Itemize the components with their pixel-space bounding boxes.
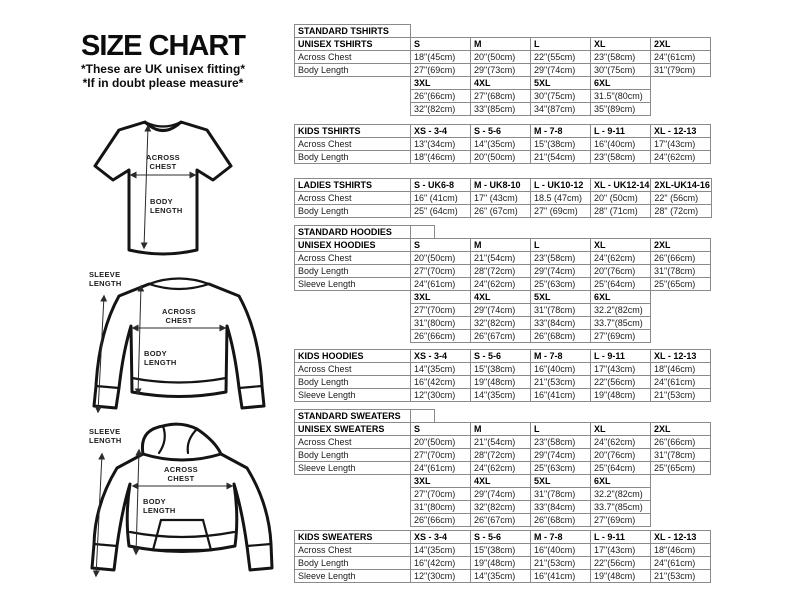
value-cell: 28" (71cm) (591, 205, 651, 218)
header-cell: S - UK6-8 (411, 179, 471, 192)
empty-cell (295, 304, 411, 317)
header-cell: 2XL-UK14-16 (651, 179, 712, 192)
header-cell: STANDARD TSHIRTS (295, 25, 411, 38)
header-cell: 3XL (411, 77, 471, 90)
value-cell: 17" (43cm) (471, 192, 531, 205)
value-cell: 27"(69cm) (591, 514, 651, 527)
value-cell: 14"(35cm) (471, 570, 531, 583)
header-cell: KIDS SWEATERS (295, 531, 411, 544)
header-cell: STANDARD SWEATERS (295, 410, 411, 423)
value-cell: 25" (64cm) (411, 205, 471, 218)
stub-cell (411, 410, 435, 423)
row-label-cell: Across Chest (295, 252, 411, 265)
value-cell: 25"(65cm) (651, 278, 711, 291)
table-row (295, 423, 711, 436)
header-cell: 2XL (651, 423, 711, 436)
value-cell: 23"(58cm) (531, 252, 591, 265)
value-cell: 23"(58cm) (531, 436, 591, 449)
value-cell: 30"(75cm) (531, 90, 591, 103)
value-cell: 26"(67cm) (471, 514, 531, 527)
header-cell: 4XL (471, 291, 531, 304)
value-cell: 27"(70cm) (411, 449, 471, 462)
value-cell: 29"(73cm) (471, 64, 531, 77)
table-row (295, 151, 711, 164)
table-row (295, 179, 712, 192)
value-cell: 16"(40cm) (531, 544, 591, 557)
value-cell: 33"(84cm) (531, 501, 591, 514)
value-cell: 21"(54cm) (471, 436, 531, 449)
sweater-diagram (75, 268, 290, 418)
value-cell: 18"(46cm) (411, 151, 471, 164)
value-cell: 18.5 (47cm) (531, 192, 591, 205)
value-cell: 26"(68cm) (531, 330, 591, 343)
header-cell: M - 7-8 (531, 531, 591, 544)
row-label-cell: Sleeve Length (295, 278, 411, 291)
value-cell: 19"(48cm) (471, 557, 531, 570)
value-cell: 33"(84cm) (531, 317, 591, 330)
value-cell: 27"(70cm) (411, 265, 471, 278)
value-cell: 24"(61cm) (651, 557, 711, 570)
value-cell: 35"(89cm) (591, 103, 651, 116)
subtitle-line1: *These are UK unisex fitting* (80, 62, 246, 76)
value-cell: 16"(40cm) (591, 138, 651, 151)
value-cell: 19"(48cm) (591, 389, 651, 402)
value-cell: 27" (69cm) (531, 205, 591, 218)
header-cell: M (471, 38, 531, 51)
hoodie-hood (142, 424, 221, 460)
stub-cell (411, 226, 435, 239)
value-cell: 26"(68cm) (531, 514, 591, 527)
table-row (295, 363, 711, 376)
row-label-cell: Body Length (295, 376, 411, 389)
value-cell: 15"(38cm) (471, 363, 531, 376)
value-cell: 18"(46cm) (651, 363, 711, 376)
value-cell: 27"(68cm) (471, 90, 531, 103)
sweater-across-chest-label: ACROSS (162, 307, 196, 316)
row-label-cell: Across Chest (295, 192, 411, 205)
header-cell: UNISEX SWEATERS (295, 423, 411, 436)
value-cell: 12"(30cm) (411, 570, 471, 583)
value-cell: 27"(69cm) (411, 64, 471, 77)
table-row (295, 192, 712, 205)
table-row (295, 570, 711, 583)
table-standard-sweaters (294, 409, 711, 527)
row-label-cell: Across Chest (295, 363, 411, 376)
value-cell: 23"(58cm) (591, 151, 651, 164)
sweater-outline (94, 284, 264, 408)
value-cell: 22"(56cm) (591, 376, 651, 389)
value-cell: 31"(78cm) (651, 265, 711, 278)
table-row (295, 376, 711, 389)
table-row (295, 239, 711, 252)
value-cell: 20"(50cm) (411, 252, 471, 265)
table-row (295, 38, 711, 51)
value-cell: 32"(82cm) (411, 103, 471, 116)
value-cell: 31"(80cm) (411, 501, 471, 514)
empty-cell (295, 291, 411, 304)
value-cell: 31"(80cm) (411, 317, 471, 330)
header-cell: L - 9-11 (591, 531, 651, 544)
value-cell: 33.7"(85cm) (591, 501, 651, 514)
table-row (295, 410, 711, 423)
header-cell: LADIES TSHIRTS (295, 179, 411, 192)
row-label-cell: Body Length (295, 151, 411, 164)
row-label-cell: Body Length (295, 265, 411, 278)
table-row (295, 226, 711, 239)
header-cell: XL - 12-13 (651, 350, 711, 363)
row-label-cell: Across Chest (295, 138, 411, 151)
tshirt-body-length-label: BODY (150, 197, 173, 206)
table-kids-sweaters (294, 530, 711, 583)
value-cell: 26"(66cm) (411, 90, 471, 103)
value-cell: 32"(82cm) (471, 501, 531, 514)
value-cell: 16"(40cm) (531, 363, 591, 376)
value-cell: 20"(50cm) (471, 151, 531, 164)
table-standard-tshirts (294, 24, 711, 116)
header-cell: L - 9-11 (591, 350, 651, 363)
header-cell: KIDS TSHIRTS (295, 125, 411, 138)
value-cell: 25"(65cm) (651, 462, 711, 475)
table-standard-hoodies (294, 225, 711, 343)
sweater-collar-outer (149, 279, 209, 285)
hoodie-sleeve-length-label: SLEEVE (89, 427, 121, 436)
value-cell: 18"(46cm) (651, 544, 711, 557)
value-cell: 21"(54cm) (471, 252, 531, 265)
header-cell: 6XL (591, 475, 651, 488)
row-label-cell: Body Length (295, 449, 411, 462)
empty-cell (295, 330, 411, 343)
value-cell: 29"(74cm) (471, 304, 531, 317)
value-cell: 14"(35cm) (471, 389, 531, 402)
header-cell: S - 5-6 (471, 125, 531, 138)
table-row (295, 125, 711, 138)
table-kids-hoodies (294, 349, 711, 402)
header-cell: XL - 12-13 (651, 125, 711, 138)
value-cell: 22" (56cm) (651, 192, 712, 205)
header-cell: XS - 3-4 (411, 531, 471, 544)
header-cell: L (531, 423, 591, 436)
empty-cell (295, 77, 411, 90)
hoodie-across-chest-label: ACROSS (164, 465, 198, 474)
table-row (295, 350, 711, 363)
header-cell: UNISEX HOODIES (295, 239, 411, 252)
table-row (295, 531, 711, 544)
value-cell: 24"(61cm) (411, 462, 471, 475)
row-label-cell: Across Chest (295, 436, 411, 449)
header-cell: 2XL (651, 38, 711, 51)
value-cell: 26"(66cm) (651, 252, 711, 265)
value-cell: 16"(41cm) (531, 570, 591, 583)
row-label-cell: Across Chest (295, 51, 411, 64)
table-row (295, 51, 711, 64)
value-cell: 19"(48cm) (591, 570, 651, 583)
value-cell: 31.5"(80cm) (591, 90, 651, 103)
value-cell: 28"(72cm) (471, 265, 531, 278)
table-row (295, 291, 711, 304)
header-cell: 4XL (471, 77, 531, 90)
row-label-cell: Across Chest (295, 544, 411, 557)
table-row (295, 436, 711, 449)
value-cell: 26"(66cm) (411, 330, 471, 343)
value-cell: 30"(75cm) (591, 64, 651, 77)
value-cell: 34"(87cm) (531, 103, 591, 116)
table-row (295, 64, 711, 77)
value-cell: 15"(38cm) (531, 138, 591, 151)
value-cell: 29"(74cm) (531, 265, 591, 278)
value-cell: 21"(53cm) (651, 570, 711, 583)
value-cell: 26"(67cm) (471, 330, 531, 343)
header-cell: S - 5-6 (471, 350, 531, 363)
table-kids-tshirts (294, 124, 711, 164)
value-cell: 33"(85cm) (471, 103, 531, 116)
value-cell: 13"(34cm) (411, 138, 471, 151)
header-cell: 4XL (471, 475, 531, 488)
value-cell: 32"(82cm) (471, 317, 531, 330)
table-row (295, 488, 711, 501)
header-cell: 3XL (411, 291, 471, 304)
value-cell: 20"(76cm) (591, 449, 651, 462)
value-cell: 22"(55cm) (531, 51, 591, 64)
hoodie-diagram (75, 420, 290, 588)
value-cell: 20"(50cm) (471, 51, 531, 64)
tshirt-diagram (93, 112, 238, 264)
header-cell: L (531, 239, 591, 252)
tshirt-outline (95, 122, 231, 254)
table-row (295, 330, 711, 343)
row-label-cell: Body Length (295, 205, 411, 218)
tshirt-body-length-label: LENGTH (150, 206, 183, 215)
value-cell: 28" (72cm) (651, 205, 712, 218)
value-cell: 25"(64cm) (591, 278, 651, 291)
value-cell: 21"(53cm) (531, 557, 591, 570)
value-cell: 27"(70cm) (411, 488, 471, 501)
header-cell: 6XL (591, 77, 651, 90)
value-cell: 28"(72cm) (471, 449, 531, 462)
value-cell: 23"(58cm) (591, 51, 651, 64)
table-row (295, 449, 711, 462)
table-row (295, 265, 711, 278)
table-row (295, 557, 711, 570)
value-cell: 24"(62cm) (651, 151, 711, 164)
value-cell: 24"(62cm) (591, 252, 651, 265)
header-cell: XL - UK12-14 (591, 179, 651, 192)
value-cell: 17"(43cm) (591, 544, 651, 557)
value-cell: 14"(35cm) (471, 138, 531, 151)
page-title: SIZE CHART (81, 30, 245, 62)
value-cell: 19"(48cm) (471, 376, 531, 389)
value-cell: 24"(61cm) (651, 376, 711, 389)
value-cell: 33.7"(85cm) (591, 317, 651, 330)
value-cell: 14"(35cm) (411, 544, 471, 557)
sweater-sleeve-length-label: LENGTH (89, 279, 122, 288)
value-cell: 12"(30cm) (411, 389, 471, 402)
table-row (295, 501, 711, 514)
table-row (295, 475, 711, 488)
value-cell: 27"(70cm) (411, 304, 471, 317)
header-cell: XL (591, 423, 651, 436)
header-cell: S (411, 38, 471, 51)
tshirt-across-chest-label: ACROSS (146, 153, 180, 162)
value-cell: 24"(61cm) (651, 51, 711, 64)
value-cell: 29"(74cm) (471, 488, 531, 501)
value-cell: 20"(76cm) (591, 265, 651, 278)
value-cell: 29"(74cm) (531, 64, 591, 77)
header-cell: L (531, 38, 591, 51)
value-cell: 26"(66cm) (411, 514, 471, 527)
header-cell: 5XL (531, 291, 591, 304)
header-cell: S (411, 239, 471, 252)
value-cell: 29"(74cm) (531, 449, 591, 462)
value-cell: 31"(78cm) (531, 304, 591, 317)
header-cell: XS - 3-4 (411, 350, 471, 363)
header-cell: XL (591, 239, 651, 252)
empty-cell (295, 317, 411, 330)
value-cell: 17"(43cm) (651, 138, 711, 151)
table-row (295, 138, 711, 151)
header-cell: 5XL (531, 77, 591, 90)
sweater-sleeve-length-label: SLEEVE (89, 270, 121, 279)
header-cell: XS - 3-4 (411, 125, 471, 138)
value-cell: 16"(42cm) (411, 557, 471, 570)
empty-cell (295, 514, 411, 527)
value-cell: 15"(38cm) (471, 544, 531, 557)
title-block (62, 30, 264, 90)
value-cell: 27"(69cm) (591, 330, 651, 343)
value-cell: 24"(62cm) (591, 436, 651, 449)
value-cell: 22"(56cm) (591, 557, 651, 570)
value-cell: 25"(63cm) (531, 278, 591, 291)
value-cell: 16"(41cm) (531, 389, 591, 402)
value-cell: 26" (67cm) (471, 205, 531, 218)
value-cell: 32.2"(82cm) (591, 304, 651, 317)
table-row (295, 462, 711, 475)
header-cell: S (411, 423, 471, 436)
table-row (295, 389, 711, 402)
hoodie-across-chest-label: CHEST (167, 474, 195, 483)
value-cell: 32.2"(82cm) (591, 488, 651, 501)
header-cell: 6XL (591, 291, 651, 304)
header-cell: M - UK8-10 (471, 179, 531, 192)
value-cell: 21"(53cm) (651, 389, 711, 402)
header-cell: S - 5-6 (471, 531, 531, 544)
row-label-cell: Sleeve Length (295, 462, 411, 475)
hoodie-body-length-label: BODY (143, 497, 166, 506)
table-row (295, 90, 711, 103)
empty-cell (295, 488, 411, 501)
value-cell: 20" (50cm) (591, 192, 651, 205)
value-cell: 25"(64cm) (591, 462, 651, 475)
header-cell: M - 7-8 (531, 125, 591, 138)
table-row (295, 317, 711, 330)
table-row (295, 252, 711, 265)
empty-cell (295, 501, 411, 514)
tshirt-across-chest-label: CHEST (149, 162, 177, 171)
header-cell: STANDARD HOODIES (295, 226, 411, 239)
header-cell: M (471, 239, 531, 252)
value-cell: 24"(62cm) (471, 462, 531, 475)
value-cell: 26"(66cm) (651, 436, 711, 449)
value-cell: 21"(53cm) (531, 376, 591, 389)
table-row (295, 205, 712, 218)
header-cell: M (471, 423, 531, 436)
header-cell: L - 9-11 (591, 125, 651, 138)
value-cell: 31"(78cm) (651, 449, 711, 462)
header-cell: XL (591, 38, 651, 51)
table-row (295, 103, 711, 116)
header-cell: L - UK10-12 (531, 179, 591, 192)
header-cell: 2XL (651, 239, 711, 252)
table-row (295, 514, 711, 527)
header-cell: KIDS HOODIES (295, 350, 411, 363)
table-ladies-tshirts (294, 178, 712, 218)
table-row (295, 278, 711, 291)
hoodie-sleeve-length-label: LENGTH (89, 436, 122, 445)
value-cell: 16"(42cm) (411, 376, 471, 389)
value-cell: 21"(54cm) (531, 151, 591, 164)
subtitle-line2: *If in doubt please measure* (82, 76, 244, 90)
value-cell: 25"(63cm) (531, 462, 591, 475)
sweater-body-length-label: BODY (144, 349, 167, 358)
header-cell: XL - 12-13 (651, 531, 711, 544)
empty-cell (295, 103, 411, 116)
value-cell: 20"(50cm) (411, 436, 471, 449)
table-row (295, 25, 711, 38)
value-cell: 24"(62cm) (471, 278, 531, 291)
row-label-cell: Body Length (295, 64, 411, 77)
header-cell: M - 7-8 (531, 350, 591, 363)
row-label-cell: Sleeve Length (295, 389, 411, 402)
value-cell: 16" (41cm) (411, 192, 471, 205)
sweater-across-chest-label: CHEST (165, 316, 193, 325)
row-label-cell: Body Length (295, 557, 411, 570)
empty-cell (295, 475, 411, 488)
value-cell: 31"(79cm) (651, 64, 711, 77)
value-cell: 14"(35cm) (411, 363, 471, 376)
header-cell: UNISEX TSHIRTS (295, 38, 411, 51)
table-row (295, 77, 711, 90)
header-cell: 3XL (411, 475, 471, 488)
row-label-cell: Sleeve Length (295, 570, 411, 583)
value-cell: 17"(43cm) (591, 363, 651, 376)
table-row (295, 544, 711, 557)
header-cell: 5XL (531, 475, 591, 488)
sweater-body-length-label: LENGTH (144, 358, 177, 367)
value-cell: 31"(78cm) (531, 488, 591, 501)
value-cell: 24"(61cm) (411, 278, 471, 291)
size-tables (294, 24, 714, 583)
table-row (295, 304, 711, 317)
value-cell: 18"(45cm) (411, 51, 471, 64)
empty-cell (295, 90, 411, 103)
hoodie-body-length-label: LENGTH (143, 506, 176, 515)
